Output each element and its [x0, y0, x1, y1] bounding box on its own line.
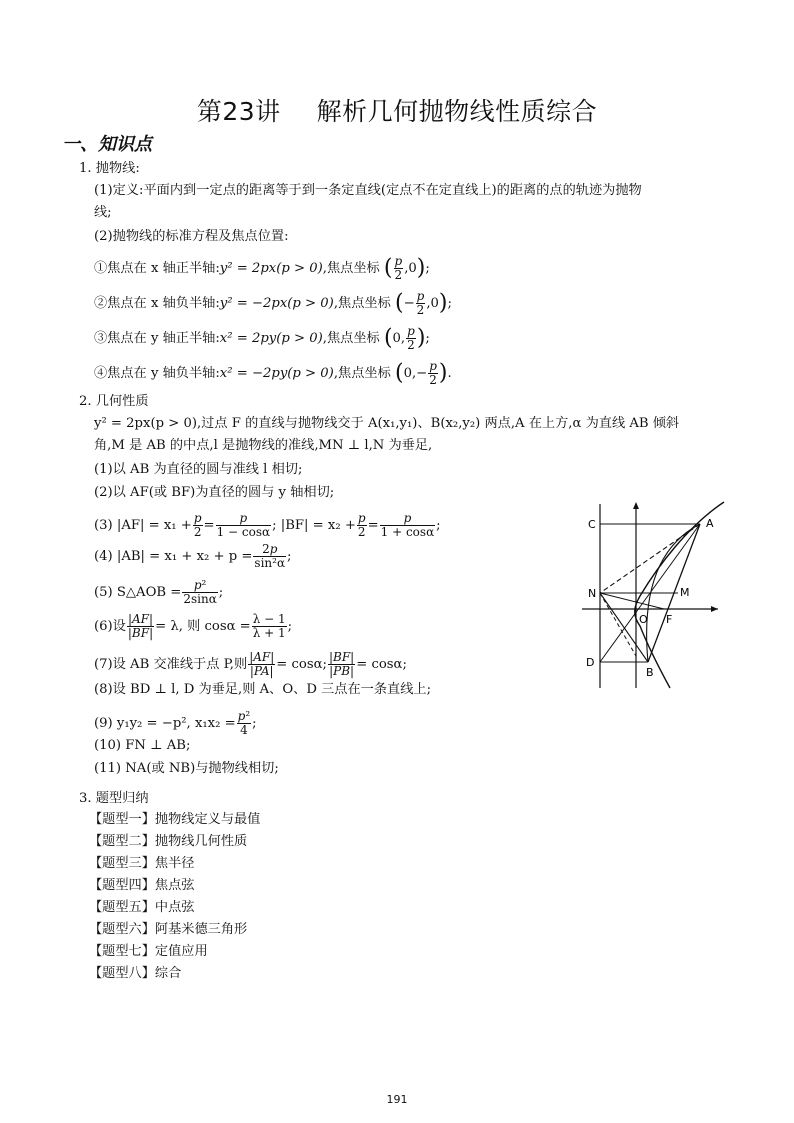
label-b: B [646, 666, 654, 679]
fraction: $\frac{p}{1 - \cos\alpha}$ [216, 511, 271, 539]
p9-text: (9) y₁y₂ = −p², x₁x₂ = [94, 716, 236, 731]
fraction: $\frac{2p}{\text{sin²α}}$ [254, 542, 286, 570]
case-4-focus-label: ,焦点坐标 [333, 366, 391, 381]
label-o: O [639, 613, 648, 626]
standard-equation-heading: (2)抛物线的标准方程及焦点位置: [94, 229, 289, 244]
lecture-number: 第23讲 [196, 97, 281, 126]
case-4: ④焦点在 y 轴负半轴:x² = −2py(p > 0),焦点坐标 (0,− $\frac{p}{2}$ ). [94, 359, 452, 387]
fraction: $\frac{p}{2}$ [429, 359, 437, 387]
definition-line: (1)定义:平面内到一定点的距离等于到一条定直线(定点不在定直线上)的距离的点的轨迹为抛物 [94, 183, 642, 198]
p3-af: (3) |AF| = x₁ + [94, 518, 192, 533]
property-9: (9) y₁y₂ = −p², x₁x₂ = $\frac{\text{p²}}{4}$ ; [94, 709, 257, 737]
fraction: $\frac{|AF|}{|BF|}$ [127, 612, 154, 640]
paren: ( [394, 290, 404, 316]
page-title [0, 92, 794, 128]
case-2-equation: y² = −2px(p > 0) [219, 296, 334, 311]
s1-heading: 1. 抛物线: [79, 161, 140, 176]
fraction: $\frac{\text{p²}}{2\sin\alpha}$ [183, 578, 217, 606]
y-axis-arrow [633, 502, 639, 509]
question-type-1: 【题型一】抛物线定义与最值 [89, 812, 261, 827]
fraction: $\frac{|AF|}{|PA|}$ [249, 650, 275, 678]
label-m: M [680, 586, 690, 599]
p7-prefix: (7)设 AB 交准线于点 P,则 [94, 657, 248, 672]
fraction: $\frac{|BF|}{|PB|}$ [328, 650, 355, 678]
p6-lambda: = λ, 则 cosα = [155, 619, 251, 634]
question-type-7: 【题型七】定值应用 [89, 944, 208, 959]
paren: ( [394, 360, 404, 386]
property-3: (3) |AF| = x₁ + $\frac{p}{2}$ = $\frac{p}{1 - \cos\alpha}$ ; |BF| = x₂ + $\frac{p}{2}$ = $\frac{p}{1 + \cos\alpha}$ ; [94, 511, 441, 539]
case-2-focus-label: ,焦点坐标 [333, 296, 391, 311]
label-d: D [586, 656, 595, 669]
x-axis-arrow [711, 606, 718, 612]
label-n: N [588, 587, 597, 600]
case-1-text: ①焦点在 x 轴正半轴: [94, 261, 220, 276]
question-type-8: 【题型八】综合 [89, 966, 182, 981]
label-a: A [706, 517, 714, 530]
p7-ratio-b: = cosα; [356, 657, 407, 672]
case-1-equation: y² = 2px(p > 0) [219, 261, 323, 276]
lecture-topic: 解析几何抛物线性质综合 [316, 97, 598, 126]
property-10: (10) FN ⊥ AB; [94, 738, 191, 753]
page-number: 191 [386, 1093, 408, 1106]
paren: ( [383, 255, 393, 281]
case-3-equation: x² = 2py(p > 0) [219, 331, 323, 346]
label-c: C [588, 518, 596, 531]
fraction: $\frac{p}{2}$ [357, 511, 366, 539]
paren: ) [416, 255, 426, 281]
case-4-text: ④焦点在 y 轴负半轴: [94, 366, 220, 381]
case-4-equation: x² = −2py(p > 0) [219, 366, 334, 381]
p7-ratio-a: = cosα; [276, 657, 327, 672]
p6-prefix: (6)设 [94, 619, 126, 634]
paren: ) [438, 290, 448, 316]
question-type-2: 【题型二】抛物线几何性质 [89, 834, 248, 849]
property-1: (1)以 AB 为直径的圆与准线 l 相切; [94, 462, 303, 477]
case-1: ①焦点在 x 轴正半轴:y² = 2px(p > 0),焦点坐标 ( $\frac{p}{2}$ ,0); [94, 254, 430, 282]
case-2-text: ②焦点在 x 轴负半轴: [94, 296, 220, 311]
fraction: $\frac{\text{p²}}{4}$ [237, 709, 251, 737]
section-heading: 一、知识点 [62, 134, 152, 155]
property-2: (2)以 AF(或 BF)为直径的圆与 y 轴相切; [94, 485, 335, 500]
fraction: $\frac{p}{2}$ [394, 254, 403, 282]
s2-heading: 2. 几何性质 [79, 394, 149, 409]
paren: ( [383, 325, 393, 351]
p5-text: (5) S△AOB = [94, 585, 182, 600]
case-2: ②焦点在 x 轴负半轴:y² = −2px(p > 0),焦点坐标 (− $\frac{p}{2}$ ,0); [94, 289, 452, 317]
property-6: (6)设 $\frac{|AF|}{|BF|}$ = λ, 则 cosα = $\frac{\lambda - 1}{\lambda + 1}$ ; [94, 612, 293, 640]
case-3-focus-label: ,焦点坐标 [322, 331, 380, 346]
property-4: (4) |AB| = x₁ + x₂ + p = $\frac{2p}{\text{sin²α}}$ ; [94, 542, 292, 570]
s3-heading: 3. 题型归纳 [79, 791, 149, 806]
fraction: $\frac{\lambda - 1}{\lambda + 1}$ [252, 612, 286, 640]
question-type-4: 【题型四】焦点弦 [89, 878, 195, 893]
paren: ) [416, 325, 426, 351]
p4-text: (4) |AB| = x₁ + x₂ + p = [94, 549, 253, 564]
case-3-text: ③焦点在 y 轴正半轴: [94, 331, 220, 346]
parabola-figure [578, 496, 738, 692]
case-3: ③焦点在 y 轴正半轴:x² = 2py(p > 0),焦点坐标 (0, $\frac{p}{2}$ ); [94, 324, 430, 352]
s2-intro-cont: 角,M 是 AB 的中点,l 是抛物线的准线,MN ⊥ l,N 为垂足, [94, 438, 433, 453]
fraction: $\frac{p}{2}$ [407, 324, 415, 352]
line-n-diag [600, 593, 636, 656]
fraction: $\frac{p}{2}$ [193, 511, 202, 539]
fraction: $\frac{p}{2}$ [416, 289, 425, 317]
fraction: $\frac{p}{1 + \cos\alpha}$ [380, 511, 435, 539]
s2-intro: y² = 2px(p > 0),过点 F 的直线与抛物线交于 A(x₁,y₁)、B(x₂,y₂) 两点,A 在上方,α 为直线 AB 倾斜 [94, 416, 680, 431]
property-5: (5) S△AOB = $\frac{\text{p²}}{2\sin\alpha}$ ; [94, 578, 224, 606]
question-type-6: 【题型六】阿基米德三角形 [89, 922, 248, 937]
definition-line-cont: 线; [94, 205, 112, 220]
paren: ) [438, 360, 448, 386]
question-type-3: 【题型三】焦半径 [89, 856, 195, 871]
question-type-5: 【题型五】中点弦 [89, 900, 195, 915]
property-11: (11) NA(或 NB)与抛物线相切; [94, 761, 279, 776]
property-8: (8)设 BD ⊥ l, D 为垂足,则 A、O、D 三点在一条直线上; [94, 682, 432, 697]
tangent-na [600, 524, 700, 593]
label-f: F [666, 613, 673, 626]
case-1-focus-label: ,焦点坐标 [322, 261, 380, 276]
property-7 [94, 651, 407, 678]
p3-bf: ; |BF| = x₂ + [272, 518, 356, 533]
